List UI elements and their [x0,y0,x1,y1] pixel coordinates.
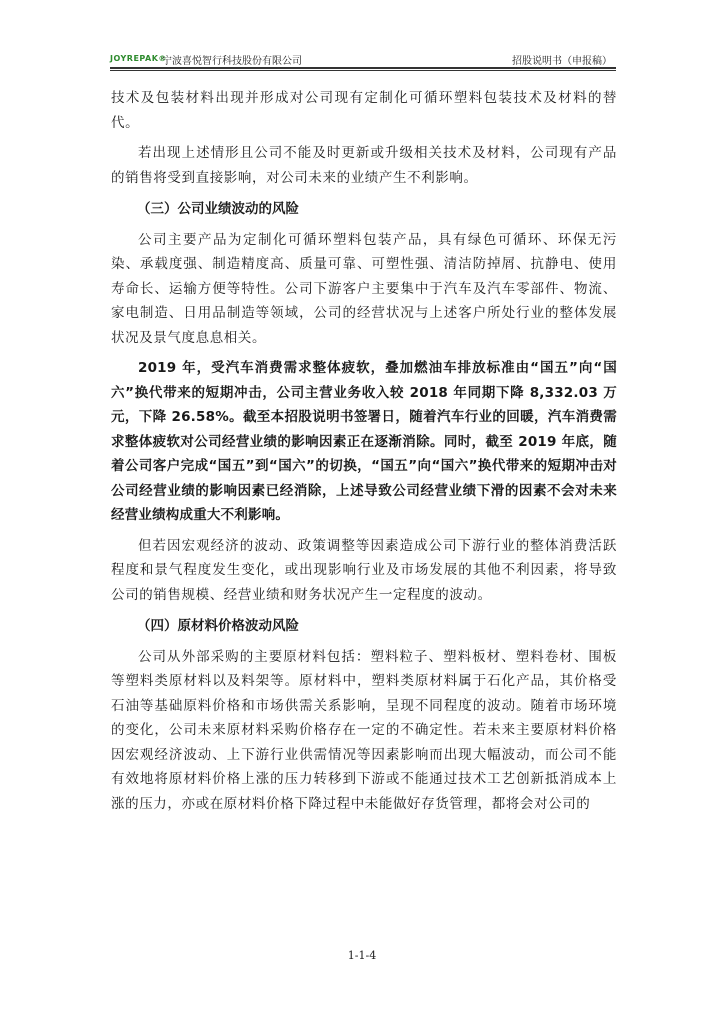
header-divider-thin [110,70,616,71]
section-heading-4: （四）原材料价格波动风险 [137,618,299,634]
paragraph-1: 技术及包装材料出现并形成对公司现有定制化可循环塑料包装技术及材料的替代。 [111,90,617,131]
document-title: 招股说明书（申报稿） [512,56,612,67]
paragraph-5: 但若因宏观经济的波动、政策调整等因素造成公司下游行业的整体消费活跃程度和景气程度发生变化，或出现影响行业及市场发展的其他不利因素，将导致公司的销售规模、经营业绩和财务状况产生一定程度的波动。 [111,537,617,603]
page-header [110,50,616,70]
section-heading-3: （三）公司业绩波动的风险 [137,201,299,217]
page-number: 1-1-4 [347,949,377,962]
company-name: 宁波喜悦智行科技股份有限公司 [162,56,302,67]
header-divider [110,67,616,69]
page-body [111,86,617,816]
company-logo: JOYREPAK® [110,54,167,63]
paragraph-3: 公司主要产品为定制化可循环塑料包装产品，具有绿色可循环、环保无污染、承载度强、制造精度高、质量可靠、可塑性强、清洁防掉屑、抗静电、使用寿命长、运输方便等特性。公司下游客户主要集中于汽车及汽车零部件、物流、家电制造、日用品制造等领域，公司的经营状况与上述客户所处行业的整体发展状况及景气度息息相关。 [111,231,617,346]
paragraph-4-bold: 2019 年，受汽车消费需求整体疲软，叠加燃油车排放标准由“国五”向“国六”换代带来的短期冲击，公司主营业务收入较 2018 年同期下降 8,332.03 万元，下降 26.58%。截至本招股说明书签署日，随着汽车行业的回暖，汽车消费需求整体疲软对公司经营业绩的影响因素正在逐渐消除。同时，截至 2019 年底，随着公司客户完成“国五”到“国六”的切换，“国五”向“国六”换代带来的短期冲击对公司经营业绩的影响因素已经消除，上述导致公司经营业绩下滑的因素不会对未来经营业绩构成重大不利影响。 [111,360,617,523]
paragraph-6: 公司从外部采购的主要原材料包括：塑料粒子、塑料板材、塑料卷材、围板等塑料类原材料以及料架等。原材料中，塑料类原材料属于石化产品，其价格受石油等基础原料价格和市场供需关系影响，呈现不同程度的波动。随着市场环境的变化，公司未来原材料采购价格存在一定的不确定性。若未来主要原材料价格因宏观经济波动、上下游行业供需情况等因素影响而出现大幅波动，而公司不能有效地将原材料价格上涨的压力转移到下游或不能通过技术工艺创新抵消成本上涨的压力，亦或在原材料价格下降过程中未能做好存货管理，都将会对公司的 [111,648,617,812]
paragraph-2: 若出现上述情形且公司不能及时更新或升级相关技术及材料，公司现有产品的销售将受到直接影响，对公司未来的业绩产生不利影响。 [111,145,617,186]
